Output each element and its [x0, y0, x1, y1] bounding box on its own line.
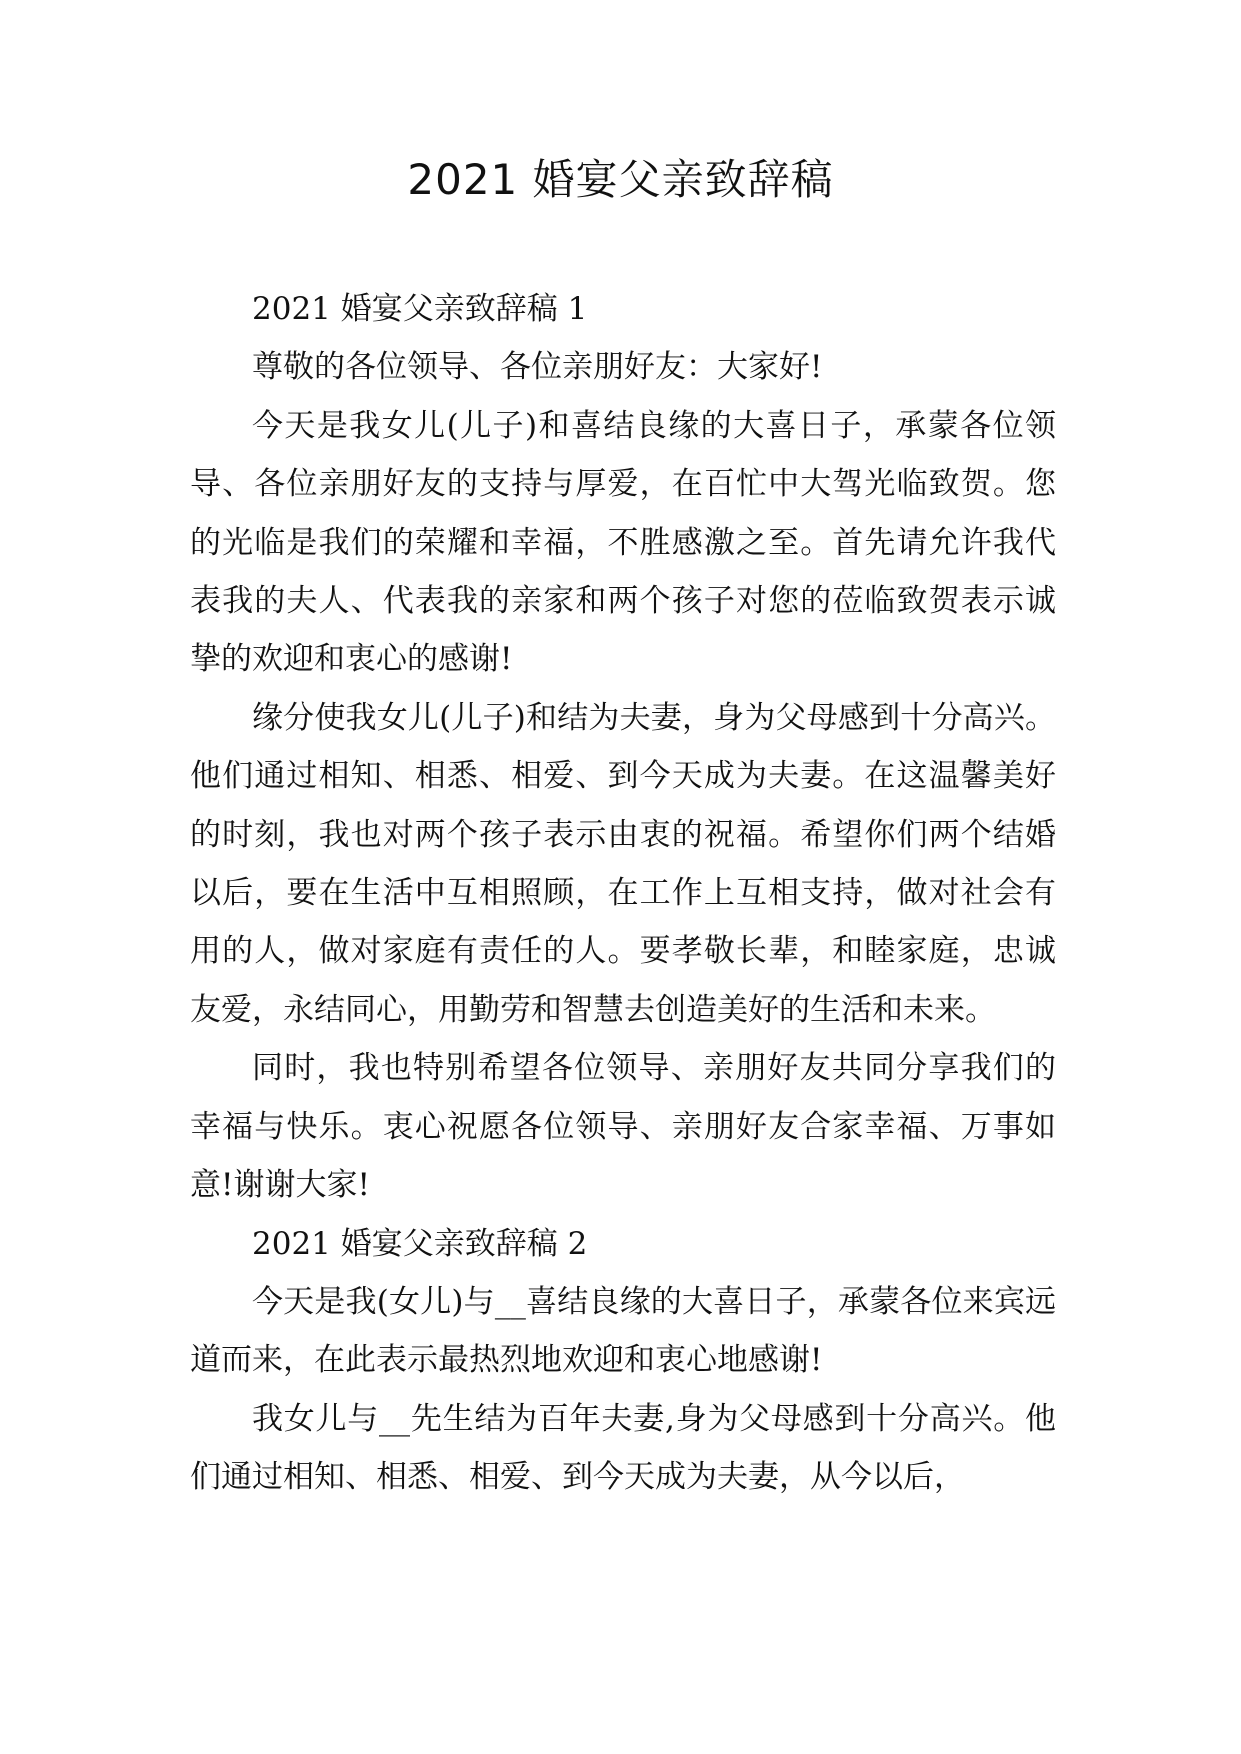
section-heading-1: 2021 婚宴父亲致辞稿 1	[252, 291, 588, 327]
document-title: 2021 婚宴父亲致辞稿	[407, 155, 834, 204]
document-body	[190, 280, 1056, 1507]
section-heading-2: 2021 婚宴父亲致辞稿 2	[252, 1225, 588, 1262]
body-paragraph-1: 今天是我女儿(儿子)和喜结良缘的大喜日子，承蒙各位领导、各位亲朋好友的支持与厚爱，在百忙中大驾光临致贺。您的光临是我们的荣耀和幸福，不胜感激之至。首先请允许我代表我的夫人、代表我的亲家和两个孩子对您的莅临致贺表示诚挚的欢迎和衷心的感谢!	[190, 407, 1056, 678]
body-paragraph-2: 缘分使我女儿(儿子)和结为夫妻，身为父母感到十分高兴。他们通过相知、相悉、相爱、到今天成为夫妻。在这温馨美好的时刻，我也对两个孩子表示由衷的祝福。希望你们两个结婚以后，要在生活中互相照顾，在工作上互相支持，做对社会有用的人，做对家庭有责任的人。要孝敬长辈，和睦家庭，忠诚友爱，永结同心，用勤劳和智慧去创造美好的生活和未来。	[190, 699, 1056, 1028]
salutation-paragraph: 尊敬的各位领导、各位亲朋好友：大家好!	[252, 349, 823, 386]
body-paragraph-3: 同时，我也特别希望各位领导、亲朋好友共同分享我们的幸福与快乐。衷心祝愿各位领导、亲朋好友合家幸福、万事如意!谢谢大家!	[190, 1050, 1056, 1204]
body-paragraph-4: 今天是我(女儿)与__喜结良缘的大喜日子，承蒙各位来宾远道而来，在此表示最热烈地欢迎和衷心地感谢!	[190, 1283, 1056, 1379]
body-paragraph-5: 我女儿与__先生结为百年夫妻,身为父母感到十分高兴。他们通过相知、相悉、相爱、到今天成为夫妻，从今以后，	[190, 1400, 1056, 1496]
